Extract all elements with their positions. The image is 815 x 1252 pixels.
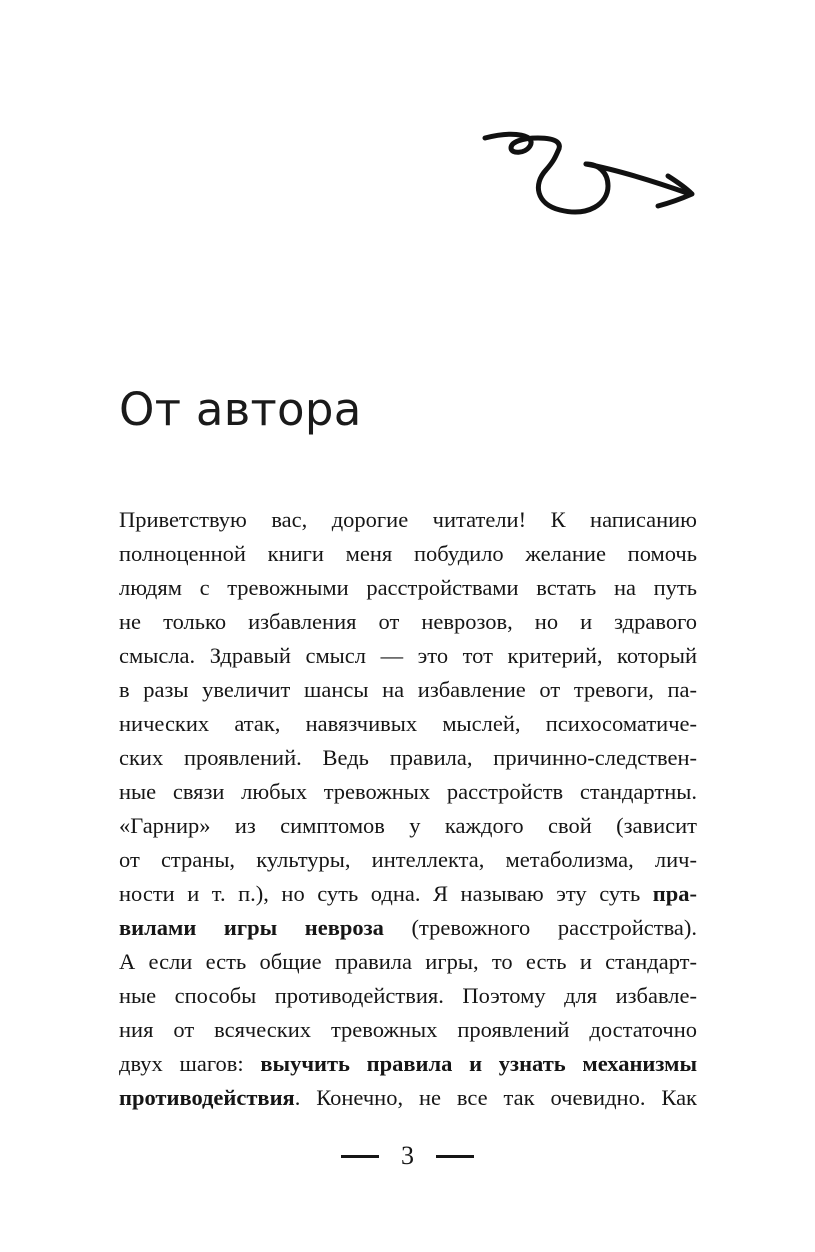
body-line: нических атак, навязчивых мыслей, психосоматиче- [119, 711, 697, 736]
curly-arrow-icon [478, 122, 710, 222]
body-line: ских проявлений. Ведь правила, причинно-следствен- [119, 745, 697, 770]
body-text-fragment: (тревожного расстройства). [411, 915, 697, 940]
body-line [119, 1047, 697, 1081]
body-line: А если есть общие правила игры, то есть и стандарт- [119, 949, 697, 974]
body-line: не только избавления от неврозов, но и здравого [119, 609, 697, 634]
body-line: ные способы противодействия. Поэтому для избавле- [119, 983, 697, 1008]
folio-rule-left [341, 1155, 379, 1158]
body-line: людям с тревожными расстройствами встать на путь [119, 575, 697, 600]
body-line: ные связи любых тревожных расстройств стандартны. [119, 779, 697, 804]
emphasis-text: выучить правила и узнать механизмы [260, 1051, 698, 1076]
body-text [119, 503, 697, 1115]
body-line: «Гарнир» из симптомов у каждого свой (зависит [119, 813, 697, 838]
body-line: смысла. Здравый смысл — это тот критерий, который [119, 643, 697, 668]
body-line: от страны, культуры, интеллекта, метаболизма, лич- [119, 847, 697, 872]
folio-rule-right [436, 1155, 474, 1158]
body-line: ния от всяческих тревожных проявлений достаточно [119, 1017, 697, 1042]
chapter-title: От автора [119, 383, 362, 436]
body-line [119, 877, 697, 911]
body-line [119, 1081, 697, 1115]
page-footer [0, 1138, 815, 1174]
body-line: полноценной книги меня побудило желание помочь [119, 541, 697, 566]
body-line: Приветствую вас, дорогие читатели! К написанию [119, 507, 697, 532]
body-line: в разы увеличит шансы на избавление от тревоги, па- [119, 677, 697, 702]
emphasis-text: противодействия [119, 1085, 295, 1110]
page-number: 3 [401, 1141, 414, 1170]
emphasis-text: пра- [652, 881, 697, 906]
body-text-fragment: двух шагов: [119, 1051, 244, 1076]
emphasis-text: вилами игры невроза [119, 915, 384, 940]
body-text-fragment: ности и т. п.), но суть одна. Я называю эту суть [119, 881, 641, 906]
body-text-fragment: . Конечно, не все так очевидно. Как [294, 1085, 697, 1110]
body-line [119, 911, 697, 945]
